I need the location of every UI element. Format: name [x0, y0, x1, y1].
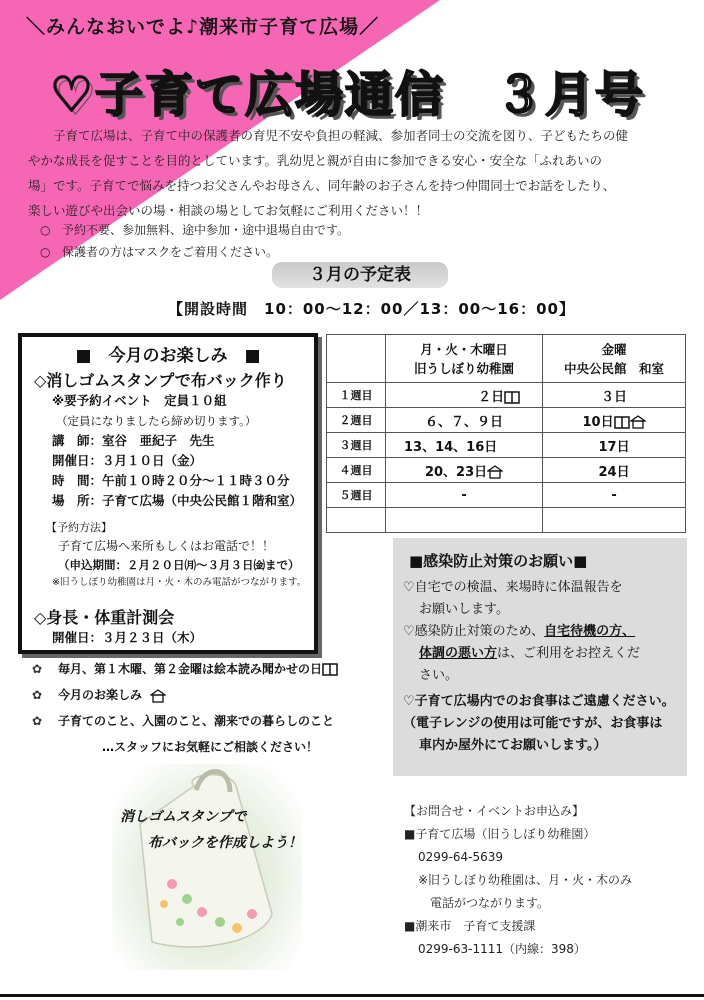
- caption-line: 布バックを作成しよう！: [148, 835, 302, 851]
- intro-line: 場」です。子育てで悩みを持つお父さんやお母さん、同年齢のお子さんを持つ仲間同士でお話をしたり、: [28, 178, 616, 193]
- infection-line: [403, 621, 687, 643]
- flower-icon: ✿: [32, 714, 43, 728]
- date-text: ２日: [478, 389, 505, 405]
- col-header-venue: 中央公民館 和室: [564, 360, 665, 376]
- contact-note: ※旧うしぼり幼稚園は、月・火・木のみ: [418, 873, 633, 887]
- circle-icon: ○: [40, 223, 51, 237]
- infection-line: ♡自宅での検温、来場時に体温報告を: [403, 580, 623, 595]
- info-bullets: [32, 656, 338, 760]
- schedule-heading: ３月の予定表: [272, 262, 448, 288]
- reserve-method-label: 【予約方法】: [46, 521, 112, 534]
- infection-heading: ■感染防止対策のお願い■: [409, 552, 588, 570]
- table-row: [327, 458, 686, 483]
- opening-hours: 【開設時間 10：00～12：00／13：00～16：00】: [168, 300, 575, 318]
- week-label: ３週目: [327, 433, 386, 458]
- mon-dates: [386, 458, 543, 483]
- intro-text: [28, 123, 678, 223]
- bullet-text: 毎月、第１木曜、第２金曜は絵本読み聞かせの日: [58, 662, 323, 676]
- infection-line: 車内か屋外にてお願いします。）: [419, 738, 607, 753]
- tote-bag-photo: [112, 764, 302, 970]
- book-icon: [504, 391, 520, 404]
- note-text: 保護者の方はマスクをご着用ください。: [62, 245, 279, 259]
- bullet-item: [32, 656, 338, 682]
- col-fri: [543, 335, 686, 383]
- contact-org: ■子育て広場（旧うしぼり幼稚園）: [404, 827, 596, 841]
- schedule-table: [326, 334, 686, 533]
- mon-dates: [386, 508, 543, 533]
- contact-phone: 0299-63-1111（内線：398）: [418, 942, 586, 956]
- bottom-rule: [0, 994, 704, 997]
- fri-dates: [543, 408, 686, 433]
- intro-line: 子育て広場は、子育て中の保護者の育児不安や負担の軽減、参加者同士の交流を図り、子どもたちの健: [53, 128, 629, 143]
- week-label: ２週目: [327, 408, 386, 433]
- infection-line: さい。: [419, 668, 459, 683]
- note-text: 予約不要、参加無料、途中参加・途中退場自由です。: [62, 223, 350, 237]
- bullet-text: …スタッフにお気軽にご相談ください！: [102, 740, 319, 754]
- note-item: [40, 241, 349, 263]
- measure-date: 開催日：３月２３日（木）: [52, 630, 203, 645]
- table-corner: [327, 335, 386, 383]
- event-box-title: ■ 今月のお楽しみ ■: [75, 346, 261, 366]
- infection-line: ♡子育て広場内でのお食事はご遠慮ください。: [403, 694, 675, 709]
- intro-line: やかな成長を促すことを目的としています。乳幼児と親が自由に参加できる安心・安全な「ふれあいの: [28, 153, 603, 168]
- table-row: [327, 483, 686, 508]
- bullet-item: [32, 708, 338, 734]
- event-reserve-note: （定員になりましたら締め切ります。）: [56, 414, 257, 428]
- reserve-phone-note: ※旧うしぼり幼稚園は月・火・木のみ電話がつながります。: [52, 577, 307, 588]
- mon-dates: ６、７、９日: [386, 408, 543, 433]
- table-header-row: [327, 335, 686, 383]
- date-text: 10日: [582, 414, 614, 430]
- note-item: [40, 219, 349, 241]
- contact-note: 電話がつながります。: [430, 896, 550, 910]
- event-date: 開催日：３月１０日（金）: [52, 453, 203, 468]
- fri-dates: [543, 508, 686, 533]
- book-icon: [322, 663, 338, 676]
- infection-text: は、ご利用をお控えくだ: [497, 646, 641, 661]
- contact-phone: 0299-64-5639: [418, 850, 504, 864]
- event-house-icon: [630, 415, 646, 429]
- reserve-method: 子育て広場へ来所もしくはお電話で！！: [58, 539, 275, 553]
- page-title: ♡子育て広場通信 ３月号: [50, 67, 646, 123]
- event-place: 場 所：子育て広場（中央公民館１階和室）: [52, 493, 303, 508]
- week-label: [327, 508, 386, 533]
- fri-dates: 17日: [543, 433, 686, 458]
- contact-org: ■潮来市 子育て支援課: [404, 919, 536, 933]
- fri-dates: 24日: [543, 458, 686, 483]
- bullet-text: 今月のお楽しみ: [58, 688, 143, 702]
- week-label: ４週目: [327, 458, 386, 483]
- table-row: [327, 408, 686, 433]
- col-mon-tue-thu: [386, 335, 543, 383]
- event-reserve: ※要予約イベント 定員１０組: [52, 393, 227, 408]
- mon-dates: 13、14、16日: [386, 433, 543, 458]
- mon-dates: [386, 383, 543, 408]
- infection-notice: [393, 538, 687, 776]
- infection-line: [419, 643, 687, 665]
- week-label: ５週目: [327, 483, 386, 508]
- week-label: １週目: [327, 383, 386, 408]
- fri-dates: ３日: [543, 383, 686, 408]
- contact-label: 【お問合せ・イベントお申込み】: [404, 804, 585, 818]
- table-row: [327, 383, 686, 408]
- mon-dates: -: [386, 483, 543, 508]
- tote-bag-illustration: [112, 764, 302, 970]
- contact-info: [404, 800, 632, 961]
- fri-dates: -: [543, 483, 686, 508]
- event-house-icon: [487, 465, 503, 479]
- event-teacher: 講 師：室谷 亜紀子 先生: [52, 433, 215, 448]
- bullet-text: 子育てのこと、入園のこと、潮来での暮らしのこと: [58, 714, 335, 728]
- infection-text: ♡感染防止対策のため、: [403, 624, 545, 639]
- table-row-empty: [327, 508, 686, 533]
- book-icon: [614, 416, 630, 429]
- date-text: 20、23日: [424, 464, 488, 480]
- event-time: 時 間：午前１０時２０分～１１時３０分: [52, 473, 290, 488]
- infection-emphasis: 自宅待機の方、: [544, 624, 636, 639]
- col-header-days: 金曜: [601, 341, 627, 357]
- col-header-venue: 旧うしぼり幼稚園: [414, 360, 515, 376]
- reserve-period: （申込期間：２月２０日㈪～３月３日㈮まで）: [58, 558, 300, 572]
- photo-caption: [120, 804, 302, 856]
- event-title: ◇消しゴムスタンプで布バック作り: [34, 371, 287, 390]
- table-row: [327, 433, 686, 458]
- flower-icon: ✿: [32, 688, 43, 702]
- col-header-days: 月・火・木曜日: [420, 341, 508, 357]
- infection-line: （電子レンジの使用は可能ですが、お食事は: [403, 716, 663, 731]
- monthly-event-box: [18, 333, 318, 654]
- bullet-item: [32, 682, 338, 708]
- event-house-icon: [150, 689, 166, 703]
- caption-line: 消しゴムスタンプで: [120, 809, 247, 825]
- infection-emphasis: 体調の悪い方: [419, 646, 498, 661]
- intro-line: 楽しい遊びや出会いの場・相談の場としてお気軽にご利用ください！！: [28, 203, 429, 218]
- infection-line: お願いします。: [419, 602, 509, 617]
- circle-icon: ○: [40, 245, 51, 259]
- header-tagline: ＼みんなおいでよ♪潮来市子育て広場／: [26, 16, 380, 38]
- measure-title: ◇身長・体重計測会: [34, 608, 175, 627]
- flower-icon: ✿: [32, 662, 43, 676]
- intro-notes: [40, 219, 349, 263]
